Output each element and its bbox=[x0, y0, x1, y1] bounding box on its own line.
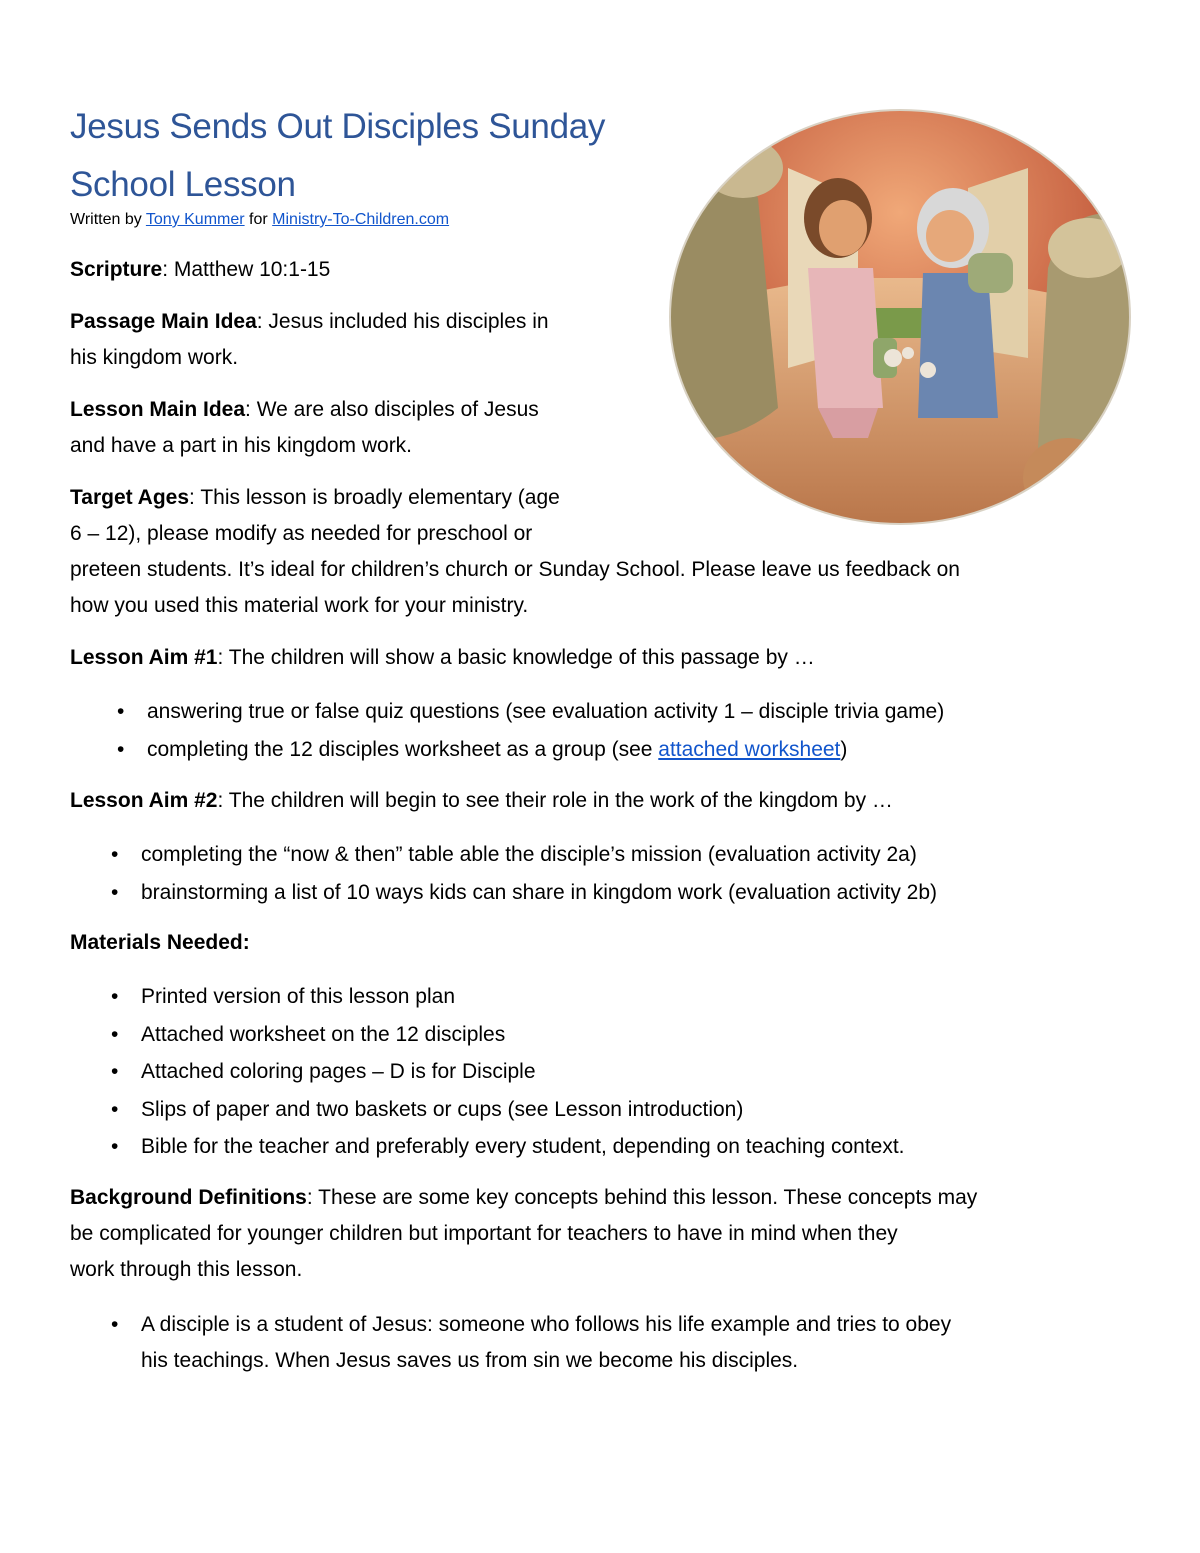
background-label: Background Definitions bbox=[70, 1186, 307, 1209]
list-item-text: Slips of paper and two baskets or cups (see Lesson introduction) bbox=[141, 1097, 744, 1121]
target-ages-line4: how you used this material work for your ministry. bbox=[70, 594, 529, 617]
list-item bbox=[117, 693, 945, 731]
materials-list bbox=[111, 978, 905, 1166]
lesson-aim-2-list bbox=[111, 836, 938, 911]
bullet-icon: • bbox=[111, 1060, 119, 1083]
list-item-text: Attached worksheet on the 12 disciples bbox=[141, 1022, 506, 1046]
lesson-main-idea-line2: and have a part in his kingdom work. bbox=[70, 434, 413, 457]
list-item bbox=[111, 1307, 952, 1379]
list-item bbox=[111, 874, 938, 912]
lesson-main-idea-label: Lesson Main Idea bbox=[70, 398, 246, 421]
byline-middle: for bbox=[244, 211, 273, 228]
background-paragraph bbox=[70, 1180, 1150, 1288]
scripture-label: Scripture bbox=[70, 258, 163, 281]
bullet-icon: • bbox=[111, 1022, 119, 1046]
bullet-icon: • bbox=[111, 880, 119, 904]
lesson-aim-1-label: Lesson Aim #1 bbox=[70, 646, 218, 669]
list-item bbox=[111, 1016, 905, 1054]
background-line2: be complicated for younger children but important for teachers to have in mind when they bbox=[70, 1222, 898, 1245]
background-list bbox=[111, 1307, 952, 1379]
list-item-text: answering true or false quiz questions (see evaluation activity 1 – disciple trivia game) bbox=[147, 700, 945, 723]
title-line-1: Jesus Sends Out Disciples Sunday bbox=[70, 107, 606, 146]
passage-main-idea-line1: : Jesus included his disciples in bbox=[256, 310, 549, 333]
target-ages-paragraph bbox=[70, 480, 1150, 624]
target-ages-line3: preteen students. It’s ideal for children’s church or Sunday School. Please leave us feedback on bbox=[70, 558, 960, 581]
bullet-icon: • bbox=[111, 843, 119, 866]
attached-worksheet-link[interactable]: attached worksheet bbox=[658, 737, 841, 761]
background-line1: : These are some key concepts behind this lesson. These concepts may bbox=[306, 1186, 978, 1209]
disciples-illustration bbox=[668, 108, 1132, 526]
materials-label: Materials Needed: bbox=[70, 931, 250, 954]
lesson-aim-2-paragraph bbox=[70, 783, 893, 819]
list-item-text: brainstorming a list of 10 ways kids can share in kingdom work (evaluation activity 2b) bbox=[141, 880, 938, 904]
bullet-icon: • bbox=[117, 737, 125, 761]
list-item-text: Bible for the teacher and preferably every student, depending on teaching context. bbox=[141, 1135, 905, 1158]
bullet-icon: • bbox=[111, 1313, 119, 1336]
list-item-text: completing the “now & then” table able the disciple’s mission (evaluation activity 2a) bbox=[141, 843, 917, 866]
list-item-text: Attached coloring pages – D is for Disciple bbox=[141, 1060, 536, 1083]
materials-heading bbox=[70, 925, 250, 961]
list-item-text: A disciple is a student of Jesus: someone who follows his life example and tries to obey bbox=[141, 1313, 952, 1336]
target-ages-line2: 6 – 12), please modify as needed for preschool or bbox=[70, 522, 533, 545]
bullet-icon: • bbox=[111, 1097, 119, 1121]
author-link[interactable]: Tony Kummer bbox=[145, 211, 245, 228]
list-item bbox=[111, 1053, 905, 1091]
bullet-icon: • bbox=[117, 700, 125, 723]
lesson-main-idea-paragraph bbox=[70, 392, 539, 464]
passage-main-idea-line2: his kingdom work. bbox=[70, 346, 239, 369]
list-item bbox=[111, 1091, 905, 1129]
list-item bbox=[111, 1128, 905, 1166]
passage-main-idea-label: Passage Main Idea bbox=[70, 310, 257, 333]
scripture-text: : Matthew 10:1-15 bbox=[162, 258, 331, 281]
lesson-aim-1-text: : The children will show a basic knowledge of this passage by … bbox=[217, 646, 815, 669]
target-ages-line1: : This lesson is broadly elementary (age bbox=[189, 486, 560, 509]
page-title bbox=[70, 98, 670, 214]
lesson-main-idea-line1: : We are also disciples of Jesus bbox=[245, 398, 539, 421]
lesson-aim-2-text: : The children will begin to see their role in the work of the kingdom by … bbox=[217, 789, 893, 812]
lesson-aim-1-paragraph bbox=[70, 640, 815, 676]
lesson-aim-2-label: Lesson Aim #2 bbox=[70, 789, 218, 812]
scripture-paragraph bbox=[70, 252, 330, 288]
list-item-text: completing the 12 disciples worksheet as a group (see bbox=[147, 737, 659, 761]
background-line3: work through this lesson. bbox=[70, 1258, 303, 1281]
target-ages-label: Target Ages bbox=[70, 486, 190, 509]
list-item-text: Printed version of this lesson plan bbox=[141, 985, 456, 1008]
bullet-icon: • bbox=[111, 1135, 119, 1158]
byline-prefix: Written by bbox=[70, 211, 146, 228]
list-item bbox=[111, 978, 905, 1016]
byline bbox=[70, 211, 449, 229]
list-item-text: ) bbox=[840, 737, 848, 761]
list-item bbox=[111, 836, 937, 874]
site-link[interactable]: Ministry-To-Children.com bbox=[272, 211, 450, 228]
lesson-aim-1-list bbox=[117, 693, 945, 768]
bullet-icon: • bbox=[111, 985, 119, 1008]
list-item bbox=[117, 731, 944, 769]
title-line-2: School Lesson bbox=[70, 165, 296, 204]
list-item-text: his teachings. When Jesus saves us from sin we become his disciples. bbox=[141, 1349, 799, 1372]
passage-main-idea-paragraph bbox=[70, 304, 549, 376]
